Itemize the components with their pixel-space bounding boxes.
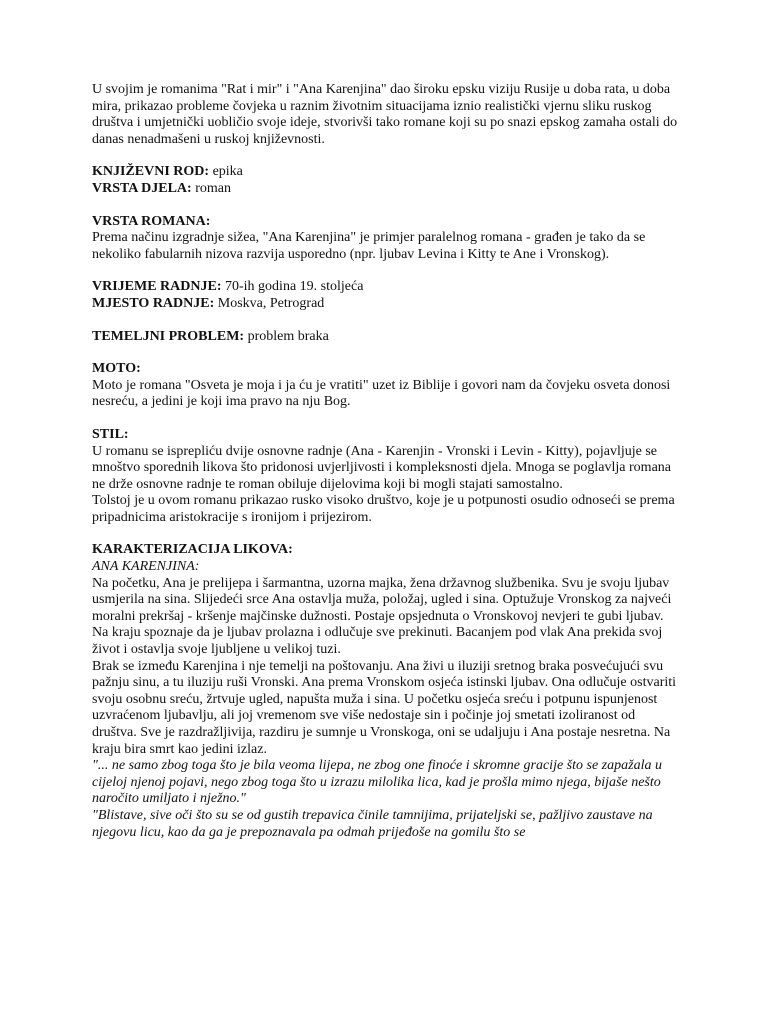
document-page [92,82,680,841]
vrsta-romana-text: Prema načinu izgradnje sižea, "Ana Karenjina" je primjer paralelnog romana - građen je tako da se nekoliko fabularnih nizova razvija usporedno (npr. ljubav Levina i Kitty te Ane i Vronskog). [92,230,646,262]
karakterizacija-section [92,542,680,658]
vrsta-djela-label: VRSTA DJELA: [92,180,192,196]
karakterizacija-heading: KARAKTERIZACIJA LIKOVA: [92,542,293,558]
moto-heading: MOTO: [92,361,141,377]
knjizevni-rod-line [92,164,680,181]
vrsta-romana-section [92,214,680,264]
ana-paragraph-1: Na početku, Ana je prelijepa i šarmantna, uzorna majka, žena državnog službenika. Svu je svoju ljubav usmjerila na sina. Slijedeći srce Ana ostavlja muža, položaj, ugled i sina. Optužuje Vronskog za najveći moralni prekršaj - kršenje majčinske dužnosti. Postaje opsjednuta o Vronskovoj nevjeri te gubi ljubav. Na kraju spoznaje da je ljubav prolazna i odlučuje sve prekinuti. Bacanjem pod vlak Ana prekida svoj život i ostavlja svoje ljubljene u velikoj tuzi. [92,575,672,658]
vrsta-romana-heading: VRSTA ROMANA: [92,213,211,229]
stil-paragraph-1: U romanu se isprepliću dvije osnovne radnje (Ana - Karenjin - Vronski i Levin - Kitty), pojavljuje se mnoštvo sporednih likova što pridonosi uvjerljivosti i kompleksnosti djela. Mnoga se poglavlja romana ne drže osnovne radnje te roman obiluje dijelovima koji bi mogli stajati samostalno. [92,443,671,492]
stil-heading: STIL: [92,426,129,442]
ana-karenjina-subheading: ANA KARENJINA: [92,559,200,575]
intro-paragraph: U svojim je romanima "Rat i mir" i "Ana Karenjina" dao široku epsku viziju Rusije u doba rata, u doba mira, prikazao probleme čovjeka u raznim životnim situacijama iznio realistički vjernu sliku ruskog društva i umjetnički uobličio svoje ideje, stvorivši tako romane koji su po snazi epskog zamaha ostali do danas nenadmašeni u ruskoj književnosti. [92,82,678,147]
knjizevni-rod-value: epika [212,164,243,180]
ana-quote-2: "Blistave, sive oči što su se od gustih trepavica činile tamnijima, prijateljski se, pažljivo zaustave na njegovu licu, kao da ga je prepoznavala pa odmah prijeđoše na gomilu što se [92,807,653,840]
temeljni-problem-line [92,329,680,346]
moto-section [92,361,680,411]
mjesto-radnje-label: MJESTO RADNJE: [92,295,215,311]
stil-section [92,427,680,493]
knjizevni-rod-label: KNJIŽEVNI ROD: [92,164,210,180]
temeljni-problem-value: problem braka [247,328,329,344]
vrijeme-radnje-line [92,279,680,296]
mjesto-radnje-line [92,296,680,313]
mjesto-radnje-value: Moskva, Petrograd [217,295,325,311]
vrsta-djela-value: roman [195,180,231,196]
vrijeme-radnje-value: 70-ih godina 19. stoljeća [225,279,364,295]
ana-paragraph-2: Brak se između Karenjina i nje temelji na poštovanju. Ana živi u iluziji sretnog braka posvećujući svu pažnju sinu, a tu iluziju ruši Vronski. Ana prema Vronskom osjeća istinski ljubav. Ona odlučuje ostvariti svoju osobnu sreću, žrtvuje ugled, napušta muža i sina. U početku osjeća sreću i potpunu ispunjenost uzvraćenom ljubavlju, ali joj vremenom sve više nedostaje sin i počinje joj smetati izoliranost od društva. Sve je razdražljivija, razdiru je sumnje u Vronskoga, oni se udaljuju i Ana postaje nesretna. Na kraju bira smrt kao jedini izlaz. [92,658,677,757]
vrijeme-radnje-label: VRIJEME RADNJE: [92,279,222,295]
ana-quote-1: "... ne samo zbog toga što je bila veoma lijepa, ne zbog one finoće i skromne gracije što se zapažala u cijeloj njenoj pojavi, nego zbog toga što u izrazu milolika lica, kad je prošla mimo njega, bijaše nešto naročito umiljato i nježno." [92,758,662,807]
vrsta-djela-line [92,181,680,198]
temeljni-problem-label: TEMELJNI PROBLEM: [92,328,245,344]
moto-text: Moto je romana "Osveta je moja i ja ću je vratiti" uzet iz Biblije i govori nam da čovjeku osveta donosi nesreću, a jedini je koji ima pravo na nju Bog. [92,377,671,410]
stil-paragraph-2: Tolstoj je u ovom romanu prikazao rusko visoko društvo, koje je u potpunosti osudio odnoseći se prema pripadnicima aristokracije s ironijom i prijezirom. [92,493,675,525]
